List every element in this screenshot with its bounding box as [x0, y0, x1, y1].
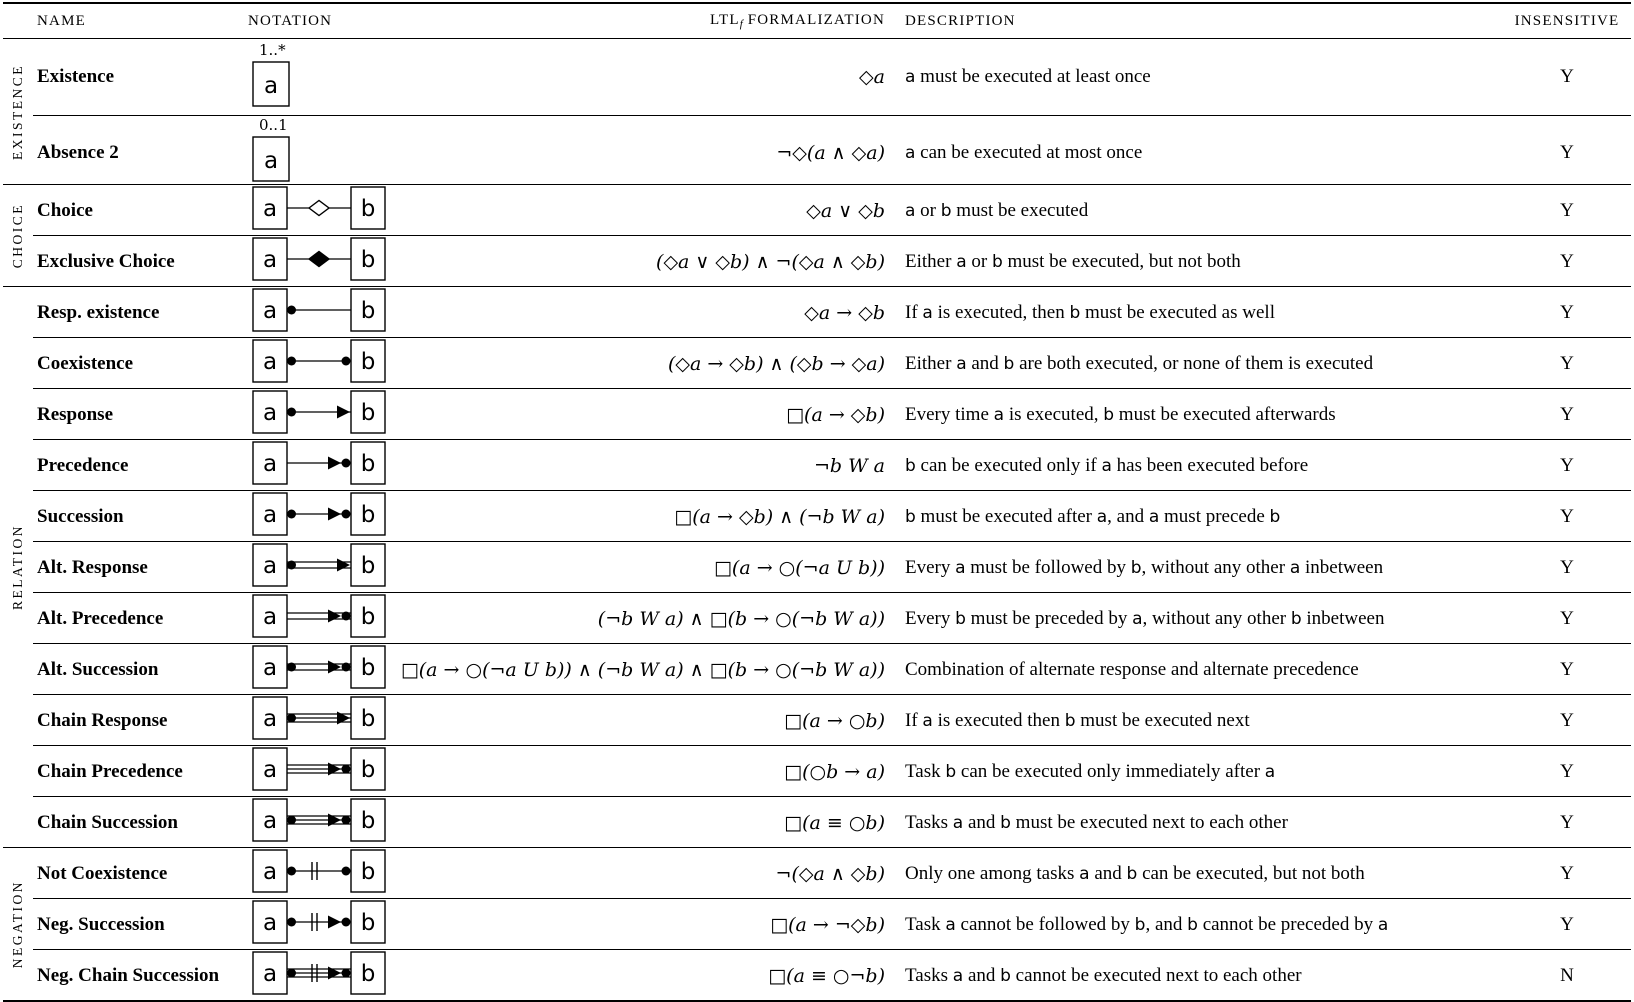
notation-diagram	[251, 116, 386, 184]
ltl-formula: □(a → ¬◇b)	[770, 913, 885, 936]
svg-text:a: a	[263, 148, 279, 174]
notation-cell	[248, 440, 388, 491]
insensitive-flag: Y	[1560, 301, 1574, 323]
svg-text:b: b	[360, 655, 376, 681]
svg-text:a: a	[262, 298, 278, 324]
notation-diagram	[251, 491, 386, 537]
pattern-description: Only one among tasks a and b can be executed, but not both	[905, 862, 1365, 884]
svg-text:b: b	[360, 553, 376, 579]
insensitive-flag: Y	[1560, 403, 1574, 425]
svg-text:a: a	[262, 961, 278, 987]
pattern-name: Alt. Precedence	[37, 607, 164, 629]
group-label-column	[3, 287, 33, 847]
notation-diagram	[251, 389, 386, 435]
ltl-subscript: f	[739, 18, 743, 30]
ltl-formula: □(a ≡ ○b)	[784, 811, 885, 834]
header-description: DESCRIPTION	[905, 12, 1016, 29]
notation-diagram	[251, 848, 386, 894]
ltl-formula: ¬b W a	[813, 454, 885, 477]
svg-text:a: a	[262, 808, 278, 834]
svg-text:a: a	[262, 553, 278, 579]
pattern-name: Precedence	[37, 454, 129, 476]
insensitive-flag: Y	[1560, 862, 1574, 884]
svg-text:a: a	[262, 859, 278, 885]
ltl-formula: ◇a	[859, 66, 885, 88]
pattern-name: Chain Response	[37, 709, 168, 731]
table-row	[33, 745, 1631, 796]
notation-cell	[248, 950, 388, 1001]
svg-text:b: b	[360, 859, 376, 885]
ltl-formula: (◇a ∨ ◇b) ∧ ¬(◇a ∧ ◇b)	[656, 250, 885, 273]
declare-patterns-table	[3, 2, 1631, 1002]
pattern-name: Exclusive Choice	[37, 250, 175, 272]
svg-text:b: b	[360, 298, 376, 324]
svg-text:b: b	[360, 349, 376, 375]
svg-text:a: a	[262, 196, 278, 222]
pattern-name: Resp. existence	[37, 301, 160, 323]
pattern-description: b must be executed after a, and a must precede b	[905, 505, 1281, 527]
notation-cell	[248, 41, 388, 114]
notation-cell	[248, 899, 388, 950]
pattern-description: Task b can be executed only immediately after a	[905, 760, 1276, 782]
pattern-description: Combination of alternate response and alternate precedence	[905, 658, 1359, 680]
insensitive-flag: Y	[1560, 141, 1574, 163]
svg-text:0..1: 0..1	[259, 116, 288, 134]
table-row	[33, 287, 1631, 337]
svg-text:a: a	[262, 604, 278, 630]
insensitive-flag: Y	[1560, 658, 1574, 680]
table-row	[33, 185, 1631, 235]
ltl-formula: ¬◇(a ∧ ◇a)	[776, 141, 885, 164]
notation-diagram	[251, 440, 386, 486]
pattern-name: Existence	[37, 66, 115, 87]
pattern-group-negation	[3, 847, 1631, 1000]
pattern-name: Response	[37, 403, 114, 425]
table-row	[33, 39, 1631, 115]
insensitive-flag: Y	[1560, 556, 1574, 578]
svg-text:b: b	[360, 961, 376, 987]
notation-diagram	[251, 593, 386, 639]
notation-diagram	[251, 950, 386, 996]
svg-text:a: a	[262, 757, 278, 783]
pattern-description: a must be executed at least once	[905, 66, 1151, 87]
notation-cell	[248, 287, 388, 338]
pattern-name: Neg. Succession	[37, 913, 165, 935]
table-row	[33, 439, 1631, 490]
notation-cell	[248, 185, 388, 236]
svg-text:b: b	[360, 808, 376, 834]
table-row	[33, 949, 1631, 1000]
svg-text:1..*: 1..*	[259, 40, 286, 59]
notation-diagram	[251, 899, 386, 945]
ltl-formula: (¬b W a) ∧ □(b → ○(¬b W a))	[597, 607, 885, 630]
pattern-description: b can be executed only if a has been executed before	[905, 454, 1309, 476]
svg-text:a: a	[262, 451, 278, 477]
svg-text:b: b	[360, 706, 376, 732]
pattern-description: Every a must be followed by b, without any other a inbetween	[905, 556, 1384, 578]
insensitive-flag: Y	[1560, 709, 1574, 731]
pattern-group-existence	[3, 39, 1631, 184]
notation-cell	[248, 491, 388, 542]
table-row	[33, 337, 1631, 388]
notation-diagram	[251, 236, 386, 282]
ltl-formula: □(a → ○(¬a U b))	[713, 556, 885, 579]
ltl-formula: □(a → ◇b)	[786, 403, 885, 426]
ltl-formula: □(a → ◇b) ∧ (¬b W a)	[674, 505, 885, 528]
ltl-formula: ◇a ∨ ◇b	[806, 199, 885, 222]
insensitive-flag: Y	[1560, 505, 1574, 527]
svg-text:b: b	[360, 604, 376, 630]
pattern-name: Neg. Chain Succession	[37, 964, 220, 986]
svg-text:a: a	[262, 502, 278, 528]
svg-text:a: a	[262, 706, 278, 732]
insensitive-flag: Y	[1560, 760, 1574, 782]
group-label-column	[3, 39, 33, 184]
ltl-formula: □(○b → a)	[784, 760, 885, 783]
notation-cell	[248, 695, 388, 746]
header-notation: NOTATION	[248, 12, 333, 29]
svg-text:b: b	[360, 451, 376, 477]
insensitive-flag: Y	[1560, 352, 1574, 374]
notation-cell	[248, 116, 388, 189]
notation-diagram	[251, 644, 386, 690]
pattern-description: Either a or b must be executed, but not both	[905, 250, 1241, 272]
svg-text:a: a	[262, 400, 278, 426]
pattern-description: Task a cannot be followed by b, and b cannot be preceded by a	[905, 913, 1389, 935]
svg-text:b: b	[360, 910, 376, 936]
table-row	[33, 643, 1631, 694]
table-row	[33, 848, 1631, 898]
table-row	[33, 388, 1631, 439]
table-row	[33, 592, 1631, 643]
svg-text:b: b	[360, 757, 376, 783]
svg-text:a: a	[262, 247, 278, 273]
svg-text:a: a	[262, 655, 278, 681]
pattern-name: Alt. Succession	[37, 658, 159, 680]
svg-text:a: a	[262, 910, 278, 936]
pattern-name: Not Coexistence	[37, 862, 168, 884]
pattern-name: Alt. Response	[37, 556, 148, 578]
pattern-description: Every time a is executed, b must be executed afterwards	[905, 403, 1336, 425]
pattern-description: a can be executed at most once	[905, 141, 1143, 163]
svg-text:b: b	[360, 502, 376, 528]
notation-cell	[248, 797, 388, 848]
pattern-description: Tasks a and b must be executed next to each other	[905, 811, 1288, 833]
svg-text:a: a	[263, 72, 279, 99]
notation-diagram	[251, 797, 386, 843]
header-name: NAME	[37, 12, 86, 29]
pattern-name: Choice	[37, 199, 93, 221]
ltl-formula: ◇a → ◇b	[804, 301, 885, 324]
notation-cell	[248, 542, 388, 593]
pattern-description: Every b must be preceded by a, without any other b inbetween	[905, 607, 1385, 629]
ltl-formula: (◇a → ◇b) ∧ (◇b → ◇a)	[667, 352, 885, 375]
pattern-name: Absence 2	[37, 141, 119, 163]
insensitive-flag: Y	[1560, 607, 1574, 629]
pattern-description: If a is executed, then b must be executed as well	[905, 301, 1275, 323]
notation-cell	[248, 338, 388, 389]
ltl-formula: ¬(◇a ∧ ◇b)	[775, 862, 885, 885]
group-label: RELATION	[10, 524, 25, 610]
svg-text:b: b	[360, 400, 376, 426]
pattern-name: Chain Precedence	[37, 760, 183, 782]
table-row	[33, 490, 1631, 541]
ltl-formula: □(a ≡ ○¬b)	[768, 964, 885, 987]
svg-text:b: b	[360, 196, 376, 222]
notation-diagram	[251, 41, 386, 109]
group-label: CHOICE	[10, 202, 25, 269]
insensitive-flag: Y	[1560, 250, 1574, 272]
notation-cell	[248, 848, 388, 899]
notation-cell	[248, 236, 388, 287]
header-insensitive: INSENSITIVE	[1514, 12, 1620, 29]
table-row	[33, 694, 1631, 745]
ltl-formula: □(a → ○b)	[784, 709, 885, 732]
pattern-description: Either a and b are both executed, or none of them is executed	[905, 352, 1374, 374]
table-header	[3, 4, 1631, 39]
svg-text:a: a	[262, 349, 278, 375]
notation-diagram	[251, 695, 386, 741]
notation-diagram	[251, 287, 386, 333]
table-row	[33, 115, 1631, 184]
header-ltl-formalization: $LTL_f$ FORMALIZATION	[710, 12, 885, 30]
pattern-name: Coexistence	[37, 352, 134, 374]
table-row	[33, 541, 1631, 592]
group-label-column	[3, 848, 33, 1000]
notation-cell	[248, 746, 388, 797]
pattern-name: Chain Succession	[37, 811, 178, 833]
pattern-group-choice	[3, 184, 1631, 286]
ltl-formula: □(a → ○(¬a U b)) ∧ (¬b W a) ∧ □(b → ○(¬b W a))	[400, 658, 885, 681]
group-label-column	[3, 185, 33, 286]
notation-diagram	[251, 542, 386, 588]
pattern-name: Succession	[37, 505, 124, 527]
insensitive-flag: Y	[1560, 199, 1574, 221]
group-label: EXISTENCE	[10, 63, 25, 160]
table-row	[33, 898, 1631, 949]
pattern-description: a or b must be executed	[905, 199, 1089, 221]
insensitive-flag: Y	[1560, 454, 1574, 476]
table-row	[33, 235, 1631, 286]
notation-cell	[248, 593, 388, 644]
pattern-description: Tasks a and b cannot be executed next to each other	[905, 964, 1302, 986]
svg-text:b: b	[360, 247, 376, 273]
group-label: NEGATION	[10, 879, 25, 969]
notation-diagram	[251, 746, 386, 792]
insensitive-flag: Y	[1560, 66, 1574, 87]
pattern-description: If a is executed then b must be executed next	[905, 709, 1250, 731]
notation-diagram	[251, 338, 386, 384]
pattern-group-relation	[3, 286, 1631, 847]
notation-cell	[248, 644, 388, 695]
insensitive-flag: Y	[1560, 811, 1574, 833]
notation-cell	[248, 389, 388, 440]
insensitive-flag: N	[1560, 964, 1574, 986]
insensitive-flag: Y	[1560, 913, 1574, 935]
table-row	[33, 796, 1631, 847]
notation-diagram	[251, 185, 386, 231]
